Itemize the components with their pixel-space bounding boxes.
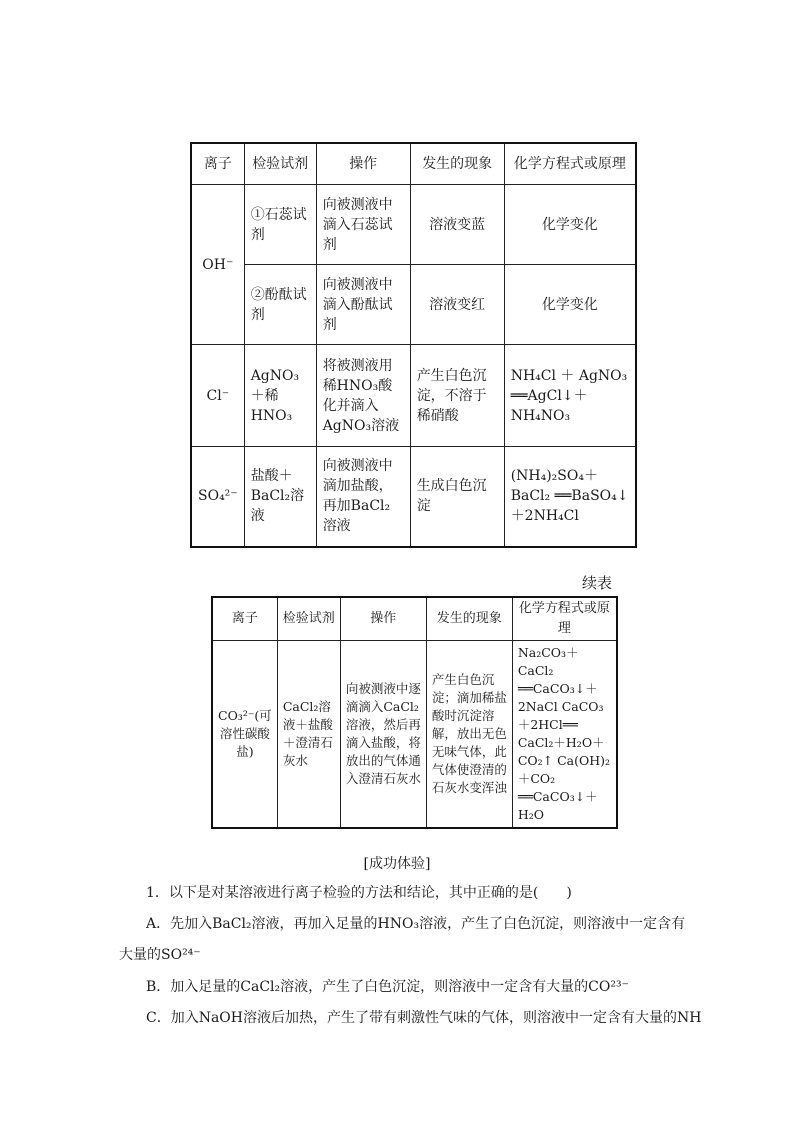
ion-test-table: [190, 142, 637, 548]
option-c: C．加入NaOH溶液后加热，产生了带有刺激性气味的气体，则溶液中一定含有大量的NH: [146, 1010, 702, 1026]
operation-cell: 向被测液中逐滴滴入CaCl₂溶液，然后再滴入盐酸，将放出的气体通入澄清石灰水: [340, 641, 426, 829]
table-header-row: [191, 143, 636, 185]
header-equation: 化学方程式或原理: [504, 143, 636, 185]
equation-cell: 化学变化: [504, 185, 636, 265]
operation-cell: 向被测液中滴入酚酞试剂: [316, 265, 410, 345]
ion-cell: Cl⁻: [191, 345, 244, 447]
option-b: B．加入足量的CaCl₂溶液，产生了白色沉淀，则溶液中一定含有大量的CO²³⁻: [146, 979, 629, 995]
header-reagent: 检验试剂: [277, 597, 340, 641]
reagent-cell: ②酚酞试剂: [244, 265, 316, 345]
table-row: [212, 641, 617, 829]
option-a-line2: 大量的SO²⁴⁻: [119, 947, 201, 963]
phenomenon-cell: 溶液变蓝: [410, 185, 504, 265]
reagent-cell: AgNO₃＋稀HNO₃: [244, 345, 316, 447]
header-phenomenon: 发生的现象: [410, 143, 504, 185]
equation-cell: NH₄Cl ＋ AgNO₃ ══AgCl↓＋ NH₄NO₃: [504, 345, 636, 447]
header-phenomenon: 发生的现象: [426, 597, 512, 641]
continued-label: 续表: [582, 574, 613, 592]
header-operation: 操作: [340, 597, 426, 641]
phenomenon-cell: 生成白色沉淀: [410, 447, 504, 547]
ion-test-table-continued: [211, 596, 618, 829]
header-ion: 离子: [191, 143, 244, 185]
header-reagent: 检验试剂: [244, 143, 316, 185]
ion-cell: CO₃²⁻(可溶性碳酸盐): [212, 641, 277, 829]
reagent-cell: 盐酸＋BaCl₂溶液: [244, 447, 316, 547]
equation-cell: (NH₄)₂SO₄＋ BaCl₂ ══BaSO₄↓ ＋2NH₄Cl: [504, 447, 636, 547]
table-row: [191, 265, 636, 345]
phenomenon-cell: 产生白色沉淀，不溶于稀硝酸: [410, 345, 504, 447]
ion-cell: OH⁻: [191, 185, 244, 345]
equation-cell: Na₂CO₃＋CaCl₂ ══CaCO₃↓＋ 2NaCl CaCO₃＋2HCl══ CaCl₂＋H₂O＋CO₂↑ Ca(OH)₂＋CO₂ ══CaCO₃↓＋ H₂O: [512, 641, 617, 829]
header-operation: 操作: [316, 143, 410, 185]
ion-cell: SO₄²⁻: [191, 447, 244, 547]
table-row: [191, 345, 636, 447]
question-stem: 1．以下是对某溶液进行离子检验的方法和结论，其中正确的是( ): [146, 885, 572, 901]
equation-cell: 化学变化: [504, 265, 636, 345]
reagent-cell: ①石蕊试剂: [244, 185, 316, 265]
reagent-cell: CaCl₂溶液＋盐酸＋澄清石灰水: [277, 641, 340, 829]
table-row: [191, 185, 636, 265]
operation-cell: 将被测液用稀HNO₃酸化并滴入AgNO₃溶液: [316, 345, 410, 447]
section-title: [成功体验]: [363, 856, 431, 872]
table-row: [191, 447, 636, 547]
operation-cell: 向被测液中滴入石蕊试剂: [316, 185, 410, 265]
table-header-row: [212, 597, 617, 641]
header-ion: 离子: [212, 597, 277, 641]
operation-cell: 向被测液中滴加盐酸，再加BaCl₂溶液: [316, 447, 410, 547]
option-a-line1: A．先加入BaCl₂溶液，再加入足量的HNO₃溶液，产生了白色沉淀，则溶液中一定含有: [146, 916, 686, 932]
header-equation: 化学方程式或原理: [512, 597, 617, 641]
phenomenon-cell: 产生白色沉淀；滴加稀盐酸时沉淀溶解，放出无色无味气体，此气体使澄清的石灰水变浑浊: [426, 641, 512, 829]
phenomenon-cell: 溶液变红: [410, 265, 504, 345]
